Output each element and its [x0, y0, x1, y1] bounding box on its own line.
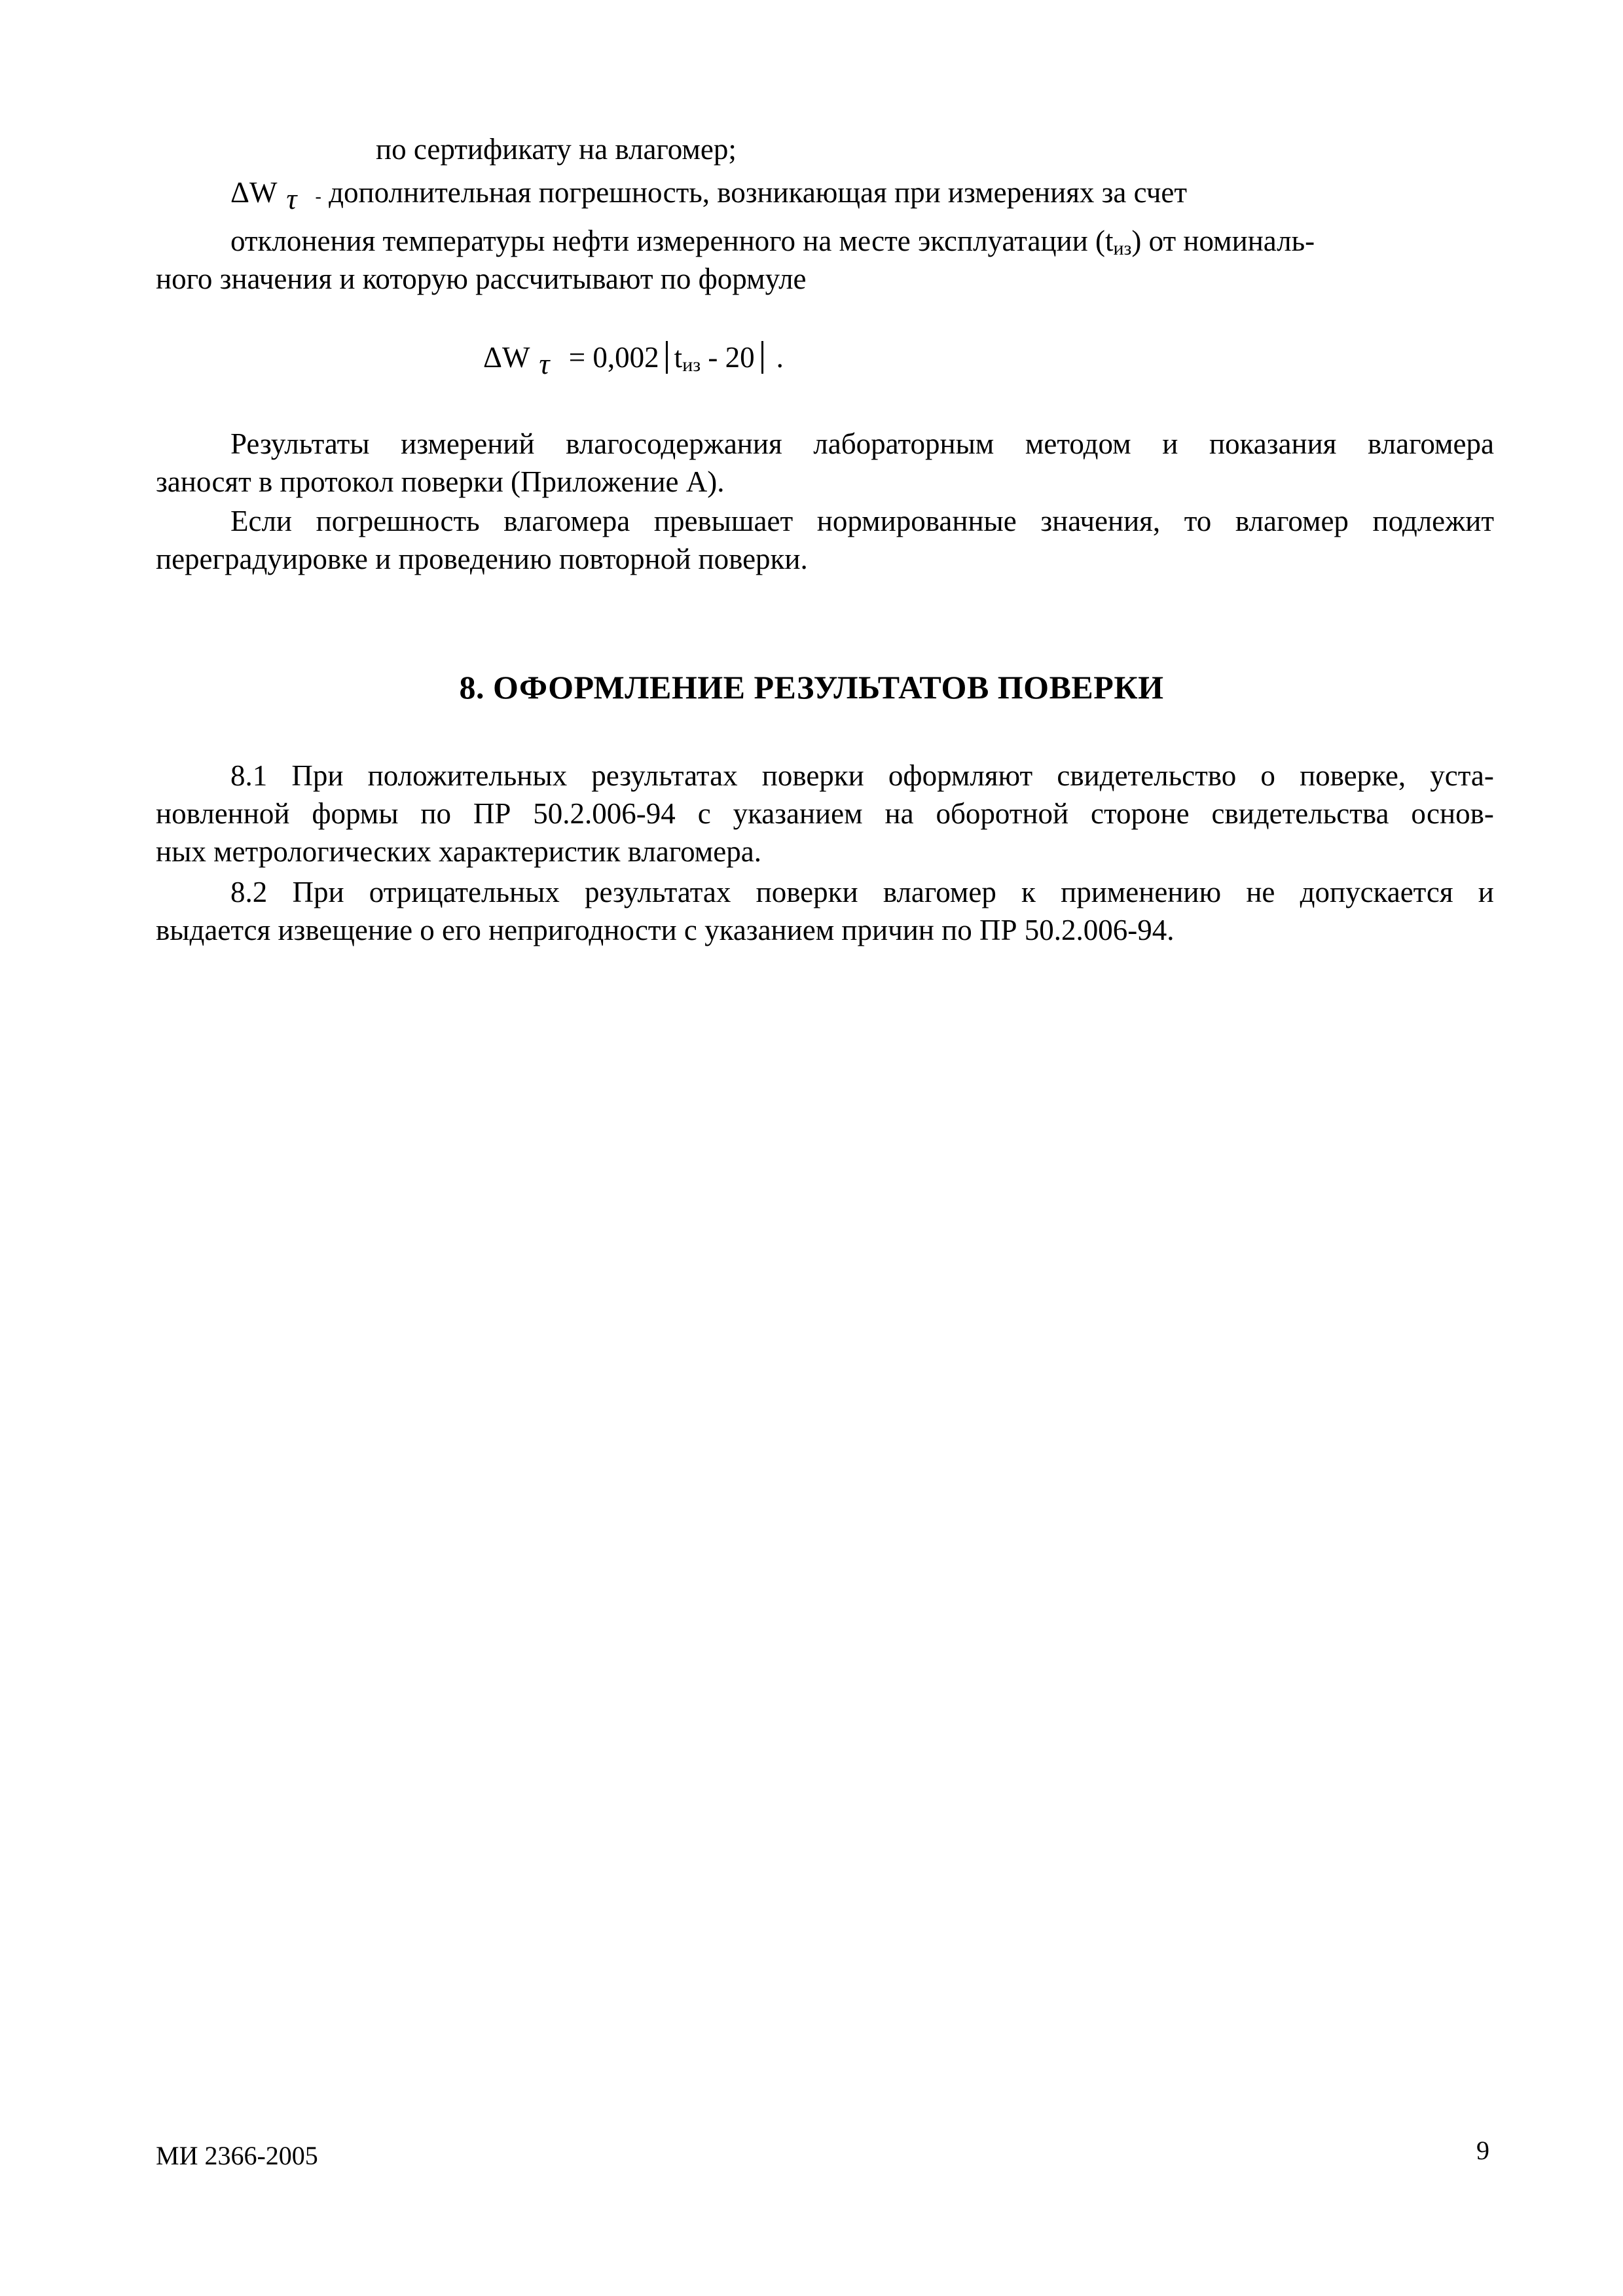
word: на — [884, 797, 914, 830]
formula-coefficient: = 0,002 — [568, 341, 659, 374]
word: свидетельства — [1211, 797, 1389, 830]
text-line: ных метрологических характеристик влагомера. — [156, 835, 761, 868]
word: измерений — [401, 427, 535, 460]
word: применению — [1061, 876, 1222, 908]
word: При — [291, 759, 344, 792]
word: основ- — [1411, 797, 1494, 830]
word: и — [1162, 427, 1178, 460]
word: допускается — [1300, 876, 1453, 908]
text-fragment: отклонения температуры нефти измеренного на месте эксплуатации (t — [230, 224, 1114, 257]
word: ПР — [473, 797, 511, 830]
word: по — [420, 797, 451, 830]
word: поверке, — [1300, 759, 1406, 792]
tau-symbol: τ — [539, 348, 550, 380]
word: не — [1246, 876, 1275, 908]
word: указанием — [733, 797, 863, 830]
delta-w-symbol: ΔW — [230, 176, 278, 209]
delta-w-symbol: ΔW — [483, 341, 530, 374]
formula-variable: t — [674, 341, 683, 374]
text-line: по сертификату на влагомер; — [376, 133, 737, 166]
formula-constant: - 20 — [708, 341, 755, 374]
word: влагомер — [1235, 505, 1349, 537]
word: оформляют — [888, 759, 1033, 792]
word: положительных — [367, 759, 568, 792]
word: влагомер — [883, 876, 996, 908]
word: результатах — [591, 759, 738, 792]
word: свидетельство — [1057, 759, 1237, 792]
formula — [483, 339, 784, 384]
word: влагомера — [503, 505, 630, 537]
text-line: заносят в протокол поверки (Приложение А). — [156, 465, 725, 498]
text-line-justified — [230, 503, 1494, 539]
text-line: переградуировке и проведению повторной поверки. — [156, 543, 808, 575]
word: 50.2.006-94 — [533, 797, 676, 830]
word: подлежит — [1372, 505, 1494, 537]
word: то — [1184, 505, 1212, 537]
word: нормированные — [816, 505, 1017, 537]
tau-symbol: τ — [286, 183, 297, 215]
abs-bar-left — [666, 341, 668, 374]
word: методом — [1025, 427, 1131, 460]
word: и — [1478, 876, 1494, 908]
word: новленной — [156, 797, 290, 830]
word: результатах — [585, 876, 731, 908]
text-line: выдается извещение о его непригодности с указанием причин по ПР 50.2.006-94. — [156, 914, 1175, 946]
text-line-justified — [230, 757, 1494, 794]
subscript: из — [1113, 238, 1132, 259]
word: превышает — [653, 505, 793, 537]
word: формы — [312, 797, 399, 830]
text-line-justified — [156, 795, 1494, 832]
word: влагосодержания — [566, 427, 782, 460]
formula-end: . — [776, 341, 784, 374]
text-line-dw-definition — [230, 174, 1187, 215]
word: о — [1260, 759, 1275, 792]
word: 8.2 — [230, 876, 268, 908]
text-line: ного значения и которую рассчитывают по формуле — [156, 262, 807, 295]
word: Если — [230, 505, 292, 537]
text-line-justified — [230, 874, 1494, 910]
subscript: из — [682, 354, 701, 376]
word: показания — [1209, 427, 1337, 460]
abs-bar-right — [761, 341, 763, 374]
word: лабораторным — [813, 427, 994, 460]
word: отрицательных — [369, 876, 560, 908]
page-number: 9 — [1476, 2136, 1489, 2165]
word: уста- — [1430, 759, 1494, 792]
word: к — [1021, 876, 1036, 908]
word: Результаты — [230, 427, 370, 460]
word: погрешность — [316, 505, 480, 537]
word: оборотной — [936, 797, 1069, 830]
text-fragment: дополнительная погрешность, возникающая при измерениях за счет — [329, 176, 1187, 209]
dash: - — [315, 187, 321, 207]
word: значения, — [1040, 505, 1161, 537]
footer-doc-code: МИ 2366-2005 — [156, 2141, 318, 2170]
word: 8.1 — [230, 759, 268, 792]
text-line-justified — [230, 425, 1494, 462]
word: поверки — [756, 876, 858, 908]
word: с — [697, 797, 711, 830]
section-heading: 8. ОФОРМЛЕНИЕ РЕЗУЛЬТАТОВ ПОВЕРКИ — [459, 669, 1164, 706]
text-fragment: ) от номиналь- — [1131, 224, 1315, 257]
word: При — [292, 876, 344, 908]
word: влагомера — [1367, 427, 1494, 460]
word: стороне — [1090, 797, 1190, 830]
word: поверки — [761, 759, 864, 792]
